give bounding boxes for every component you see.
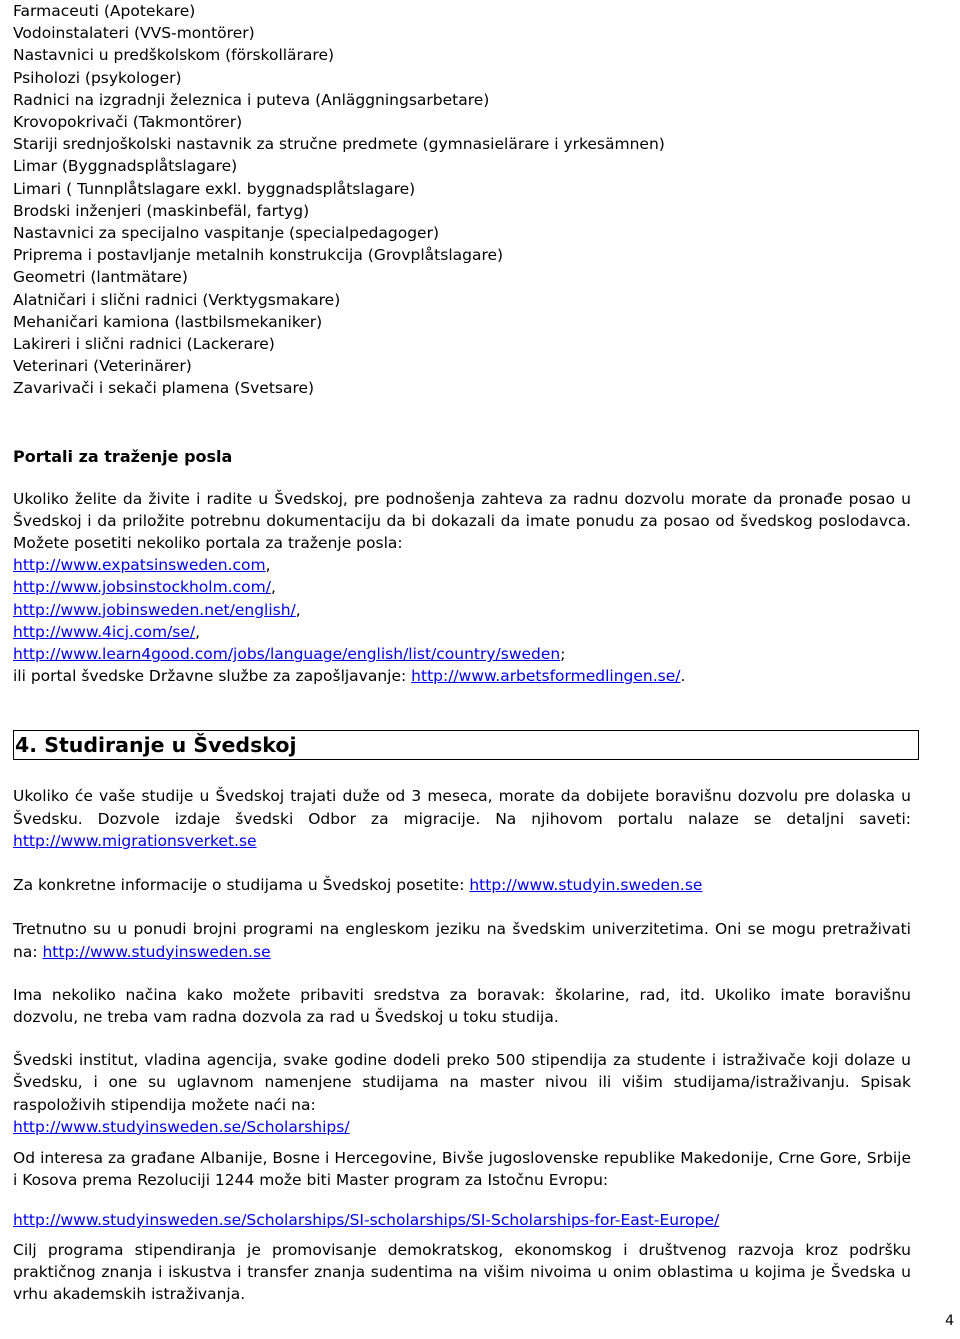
occupation-list: [13, 0, 911, 400]
portal-links: [13, 554, 911, 665]
spacer: [13, 400, 911, 446]
occupation-item: Psiholozi (psykologer): [13, 68, 182, 87]
spacer: [13, 1028, 911, 1049]
agency-prefix: ili portal švedske Državne službe za zapošljavanje:: [13, 667, 412, 686]
migration-link[interactable]: http://www.migrationsverket.se: [13, 831, 257, 850]
institute-paragraph: [13, 1049, 911, 1138]
spacer: [13, 1138, 911, 1147]
occupation-item: Zavarivači i sekači plamena (Svetsare): [13, 379, 315, 398]
agency-link[interactable]: http://www.arbetsformedlingen.se/: [411, 667, 681, 686]
section-4-header-box: [13, 730, 919, 760]
portal-link-suffix: ,: [295, 600, 301, 619]
portal-link[interactable]: http://www.expatsinsweden.com: [13, 556, 266, 575]
agency-line: [13, 665, 911, 687]
agency-suffix: .: [680, 667, 686, 686]
portal-link-line: [13, 576, 911, 598]
occupation-item: Alatničari i slični radnici (Verktygsmakare): [13, 290, 341, 309]
occupation-item: Veterinari (Veterinärer): [13, 357, 192, 376]
portal-link-suffix: ;: [560, 645, 566, 664]
spacer: [13, 1232, 911, 1239]
east-europe-link[interactable]: http://www.studyinsweden.se/Scholarships/SI-scholarships/SI-Scholarships-for-East-Europe/: [13, 1211, 720, 1230]
migration-text: Ukoliko će vaše studije u Švedskoj trajati duže od 3 meseca, morate da dobijete boravišnu dozvolu pre dolaska u Švedsku. Dozvole izdaje švedski Odbor za migracije. Na njihovom portalu nalaze se detaljni saveti:: [13, 787, 911, 828]
portal-link-suffix: ,: [265, 556, 271, 575]
occupation-item: Lakireri i slični radnici (Lackerare): [13, 335, 275, 354]
occupation-item: Radnici na izgradnji železnica i puteva (Anläggningsarbetare): [13, 90, 490, 109]
studyin-link[interactable]: http://www.studyin.sweden.se: [469, 876, 703, 895]
east-europe-line: [13, 1209, 911, 1231]
portal-link-suffix: ,: [195, 622, 201, 641]
programs-link[interactable]: http://www.studyinsweden.se: [42, 942, 271, 961]
portals-intro: Ukoliko želite da živite i radite u Švedskoj, pre podnošenja zahteva za radnu dozvolu morate da pronađe posao u Švedskoj i da priložite potrebnu dokumentaciju da bi dokazali da imate ponudu za posao od švedskog poslodavca. Možete posetiti nekoliko portala za traženje posla:: [13, 489, 911, 553]
portal-link[interactable]: http://www.learn4good.com/jobs/language/english/list/country/sweden: [13, 645, 561, 664]
portals-heading: Portali za traženje posla: [13, 446, 233, 466]
goal-paragraph: Cilj programa stipendiranja je promovisanje demokratskog, ekonomskog i društvenog razvoja kroz podršku praktičnog znanja i iskustva i transfer znanja sudentima na višim nivoima u onim oblastima u kojima je Švedska u vrhu akademskih istraživanja.: [13, 1240, 911, 1303]
spacer: [13, 896, 911, 918]
occupation-item: Krovopokrivači (Takmontörer): [13, 113, 243, 132]
studyin-paragraph: [13, 874, 911, 896]
portal-link-line: [13, 599, 911, 621]
section-4-title: 4. Studiranje u Švedskoj: [15, 733, 297, 758]
page-number: 4: [945, 1313, 954, 1329]
occupation-item: Nastavnici za specijalno vaspitanje (specialpedagoger): [13, 224, 440, 243]
occupation-item: Mehaničari kamiona (lastbilsmekaniker): [13, 312, 323, 331]
programs-text: Tretnutno su u ponudi brojni programi na engleskom jeziku na švedskim univerzitetima. Oni se mogu pretraživati na:: [13, 920, 911, 961]
spacer: [13, 687, 911, 730]
spacer: [13, 963, 911, 984]
occupation-item: Stariji srednjoškolski nastavnik za stručne predmete (gymnasielärare i yrkesämnen): [13, 135, 665, 154]
portal-link[interactable]: http://www.4icj.com/se/: [13, 622, 196, 641]
portal-link-line: [13, 643, 911, 665]
document-page: [13, 0, 911, 1305]
portal-link[interactable]: http://www.jobsinstockholm.com/: [13, 578, 271, 597]
occupation-item: Nastavnici u predškolskom (förskollärare): [13, 46, 335, 65]
spacer: [13, 760, 911, 785]
spacer: [13, 1191, 911, 1209]
occupation-item: Brodski inženjeri (maskinbefäl, fartyg): [13, 201, 310, 220]
studyin-text: Za konkretne informacije o studijama u Švedskoj posetite:: [13, 876, 470, 895]
spacer: [13, 468, 911, 488]
occupation-item: Geometri (lantmätare): [13, 268, 188, 287]
portal-link-line: [13, 621, 911, 643]
occupation-item: Priprema i postavljanje metalnih konstrukcija (Grovplåtslagare): [13, 246, 504, 265]
portal-link-line: [13, 554, 911, 576]
programs-paragraph: [13, 918, 911, 962]
portal-link-suffix: ,: [270, 578, 276, 597]
occupation-item: Farmaceuti (Apotekare): [13, 2, 196, 20]
region-paragraph: Od interesa za građane Albanije, Bosne i Hercegovine, Bivše jugoslovenske republike Makedonije, Crne Gore, Srbije i Kosova prema Rezoluciji 1244 može biti Master program za Istočnu Evropu:: [13, 1148, 911, 1190]
migration-paragraph: [13, 785, 911, 852]
spacer: [13, 852, 911, 874]
occupation-item: Limar (Byggnadsplåtslagare): [13, 157, 238, 176]
institute-text: Švedski institut, vladina agencija, svake godine dodeli preko 500 stipendija za studente i istraživače koji dolaze u Švedsku, i one su uglavnom namenjene studijama na master nivou ili višim studijama/istraživanju. Spisak raspoloživih stipendija možete naći na:: [13, 1051, 911, 1114]
occupation-item: Vodoinstalateri (VVS-montörer): [13, 24, 255, 43]
scholarships-link[interactable]: http://www.studyinsweden.se/Scholarships/: [13, 1117, 350, 1136]
portal-link[interactable]: http://www.jobinsweden.net/english/: [13, 600, 296, 619]
occupation-item: Limari ( Tunnplåtslagare exkl. byggnadsplåtslagare): [13, 179, 416, 198]
funding-paragraph: Ima nekoliko načina kako možete pribaviti sredstva za boravak: školarine, rad, itd. Ukoliko imate boravišnu dozvolu, ne treba vam radna dozvola za rad u Švedskoj u toku studija.: [13, 985, 911, 1026]
